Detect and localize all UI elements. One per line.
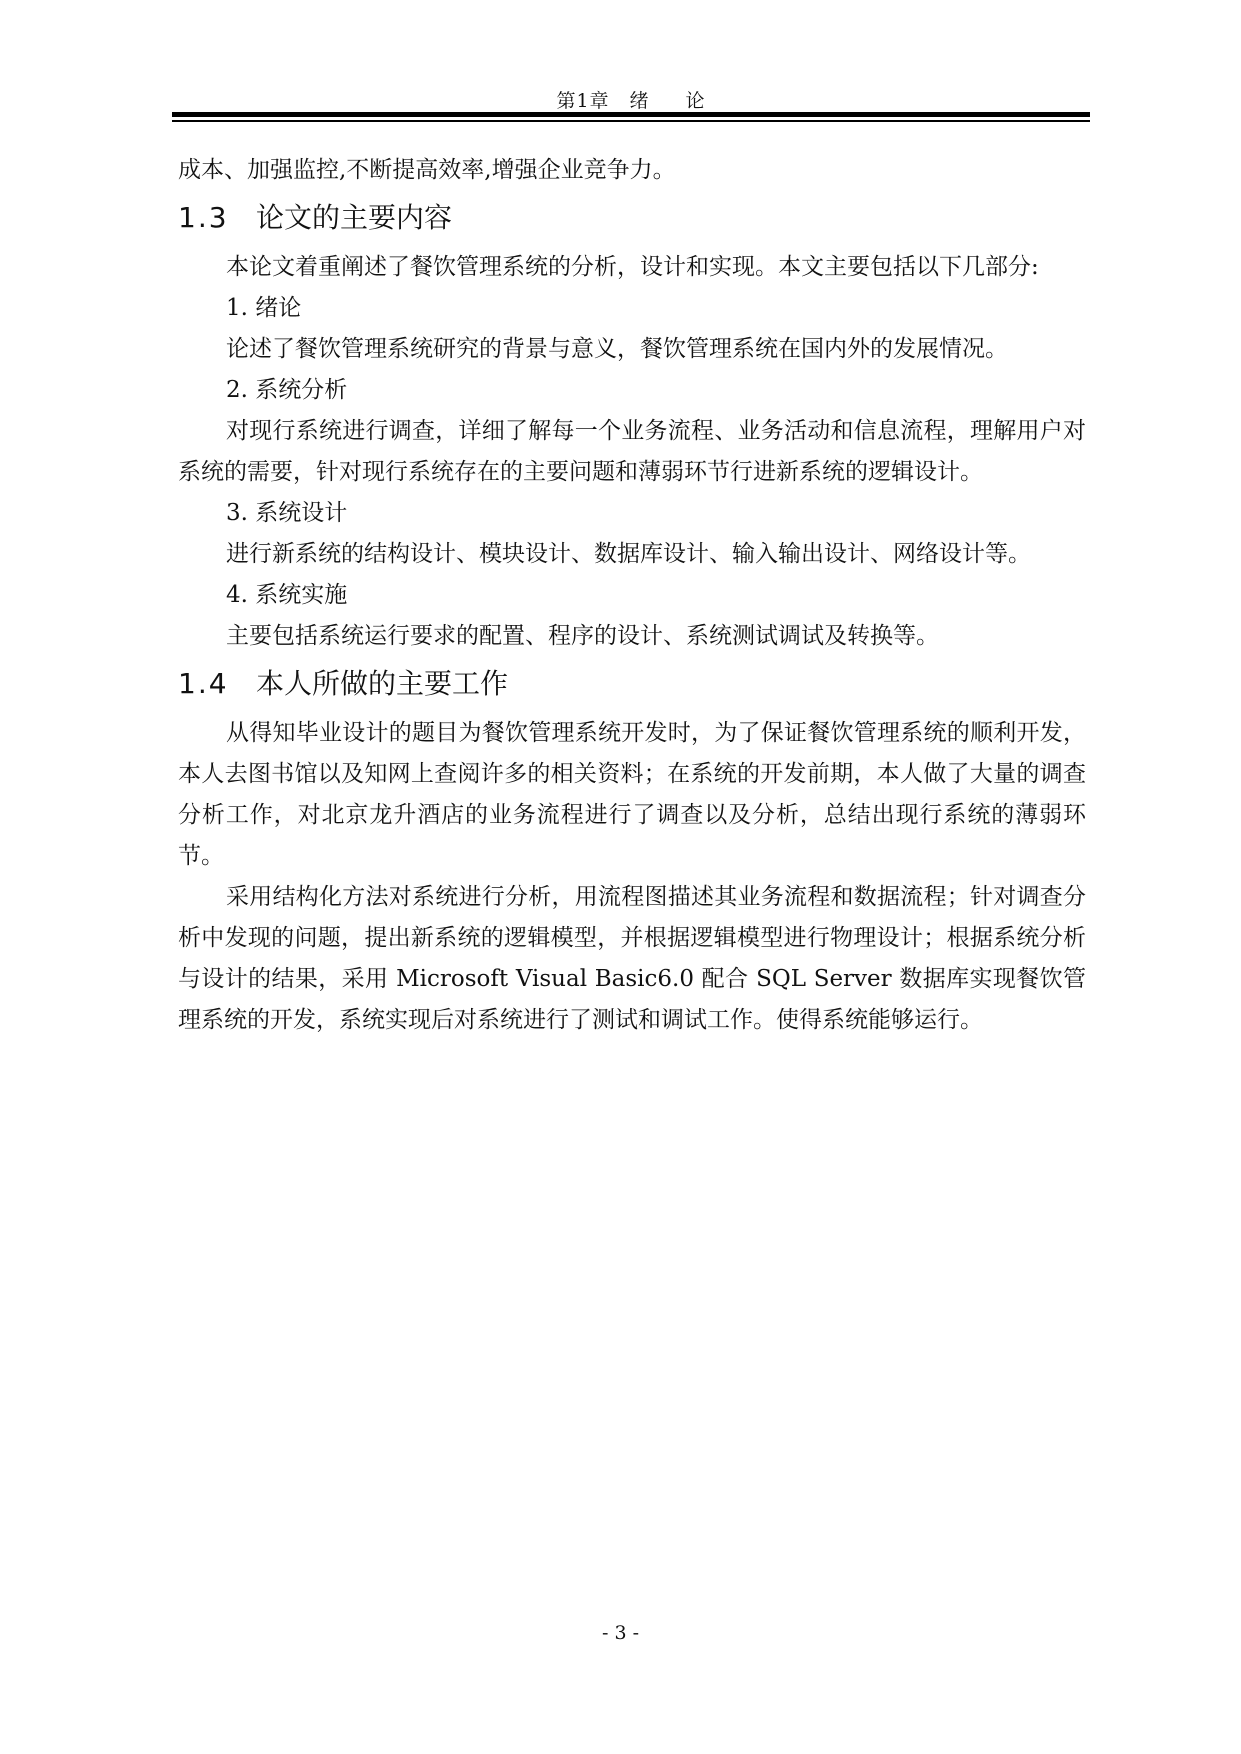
body-paragraph: 从得知毕业设计的题目为餐饮管理系统开发时，为了保证餐饮管理系统的顺利开发，本人去图书馆以及知网上查阅许多的相关资料；在系统的开发前期，本人做了大量的调查分析工作，对北京龙升酒店的业务流程进行了调查以及分析，总结出现行系统的薄弱环节。 xyxy=(178,720,1086,869)
header-rule-thick xyxy=(172,112,1090,117)
header-rule-thin xyxy=(172,120,1090,122)
list-item-label: 1. 绪论 xyxy=(226,295,302,321)
list-item-text: 对现行系统进行调查，详细了解每一个业务流程、业务活动和信息流程，理解用户对系统的需要，针对现行系统存在的主要问题和薄弱环节行进新系统的逻辑设计。 xyxy=(178,418,1086,485)
list-item-text: 论述了餐饮管理系统研究的背景与意义，餐饮管理系统在国内外的发展情况。 xyxy=(226,336,1008,362)
running-header xyxy=(172,86,1090,113)
section-title: 论文的主要内容 xyxy=(256,201,453,234)
page-number: - 3 - xyxy=(601,1622,639,1644)
section-number: 1.4 xyxy=(178,667,229,700)
body-paragraph: 采用结构化方法对系统进行分析，用流程图描述其业务流程和数据流程；针对调查分析中发现的问题，提出新系统的逻辑模型，并根据逻辑模型进行物理设计；根据系统分析与设计的结果，采用 Microsoft Visual Basic6.0 配合 SQL Server 数据库实现餐饮管理系统的开发，系统实现后对系统进行了测试和调试工作。使得系统能够运行。 xyxy=(178,884,1086,1033)
section-title: 本人所做的主要工作 xyxy=(256,667,509,700)
list-item-label: 4. 系统实施 xyxy=(226,582,348,608)
section-number: 1.3 xyxy=(178,201,229,234)
header-title-char-1: 绪 xyxy=(629,90,650,112)
section-heading-1-4 xyxy=(178,661,1086,707)
header-chapter: 第1章 xyxy=(556,90,610,112)
list-item-text: 进行新系统的结构设计、模块设计、数据库设计、输入输出设计、网络设计等。 xyxy=(226,541,1031,567)
list-item-text: 主要包括系统运行要求的配置、程序的设计、系统测试调试及转换等。 xyxy=(226,623,939,649)
header-title-char-2: 论 xyxy=(685,90,706,112)
intro-line: 成本、加强监控,不断提高效率,增强企业竞争力。 xyxy=(178,157,676,183)
section-heading-1-3 xyxy=(178,195,1086,241)
section-lead-paragraph: 本论文着重阐述了餐饮管理系统的分析，设计和实现。本文主要包括以下几部分: xyxy=(226,254,1039,280)
list-item-label: 2. 系统分析 xyxy=(226,377,348,403)
page-body xyxy=(178,150,1086,1041)
list-item-label: 3. 系统设计 xyxy=(226,500,348,526)
